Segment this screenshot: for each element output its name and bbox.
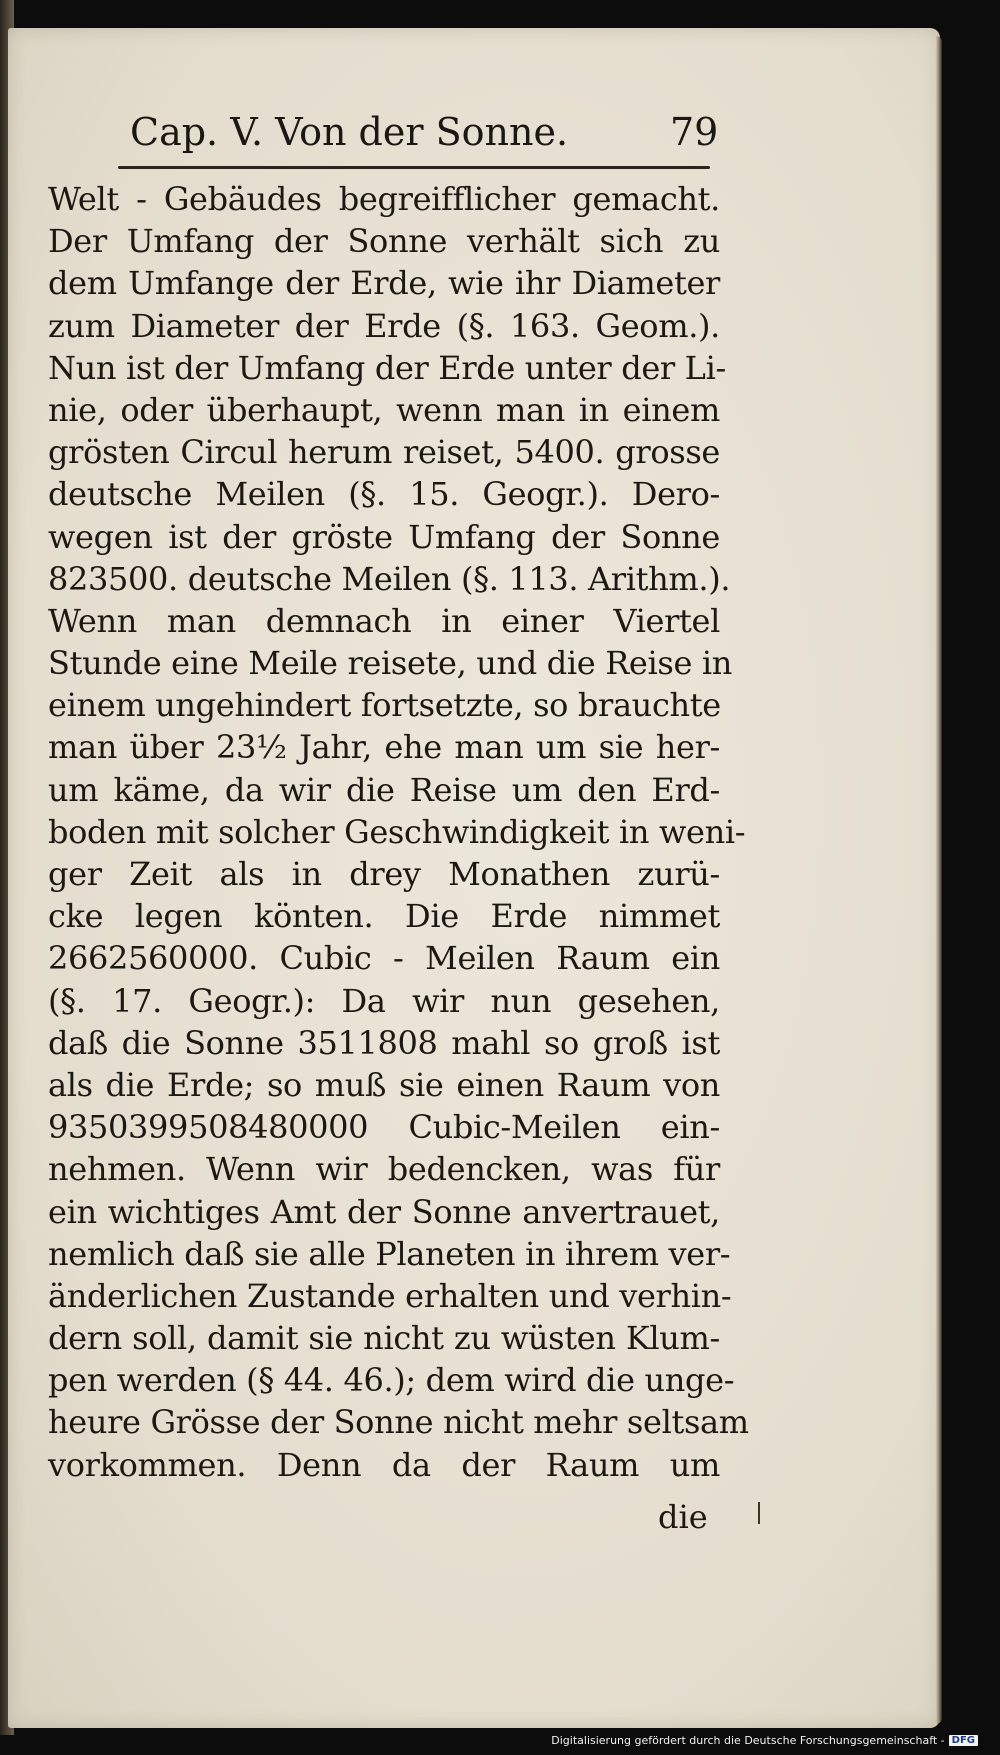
text-line: nehmen. Wenn wir bedencken, was für [48, 1150, 720, 1189]
text-line: änderlichen Zustande erhalten und verhin- [48, 1276, 732, 1315]
header-rule [118, 166, 710, 169]
text-line: dem Umfange der Erde, wie ihr Diameter [48, 264, 720, 303]
text-line: Welt - Gebäudes begreifflicher gemacht. [48, 180, 720, 218]
text-line: ein wichtiges Amt der Sonne anvertrauet, [48, 1192, 720, 1231]
text-line: deutsche Meilen (§. 15. Geogr.). Dero- [48, 475, 720, 514]
text-line: um käme, da wir die Reise um den Erd- [48, 770, 720, 809]
text-line: (§. 17. Geogr.): Da wir nun gesehen, [48, 981, 720, 1020]
text-line: Nun ist der Umfang der Erde unter der Li- [48, 348, 726, 387]
text-line: boden mit solcher Geschwindigkeit in weni- [48, 812, 746, 851]
text-line: heure Grösse der Sonne nicht mehr seltsam [48, 1403, 749, 1442]
text-line: Wenn man demnach in einer Viertel [48, 601, 720, 640]
text-line: man über 23½ Jahr, ehe man um sie her- [48, 728, 720, 767]
text-line: als die Erde; so muß sie einen Raum von [48, 1065, 720, 1104]
text-line: grösten Circul herum reiset, 5400. grosse [48, 433, 720, 472]
text-line: dern soll, damit sie nicht zu wüsten Klum- [48, 1319, 720, 1358]
digitization-credit [551, 1734, 978, 1747]
text-line: wegen ist der gröste Umfang der Sonne [48, 517, 720, 556]
text-line: 2662560000. Cubic - Meilen Raum ein [48, 939, 720, 978]
text-line: vorkommen. Denn da der Raum um [48, 1445, 720, 1484]
dfg-logo: DFG [949, 1735, 978, 1746]
text-line: Stunde eine Meile reisete, und die Reise in [48, 644, 733, 683]
text-line: pen werden (§ 44. 46.); dem wird die unge- [48, 1361, 735, 1400]
text-line: einem ungehindert fortsetzte, so brauchte [48, 686, 721, 725]
text-line: nemlich daß sie alle Planeten in ihrem ver- [48, 1234, 731, 1273]
text-line: Der Umfang der Sonne verhält sich zu [48, 222, 720, 261]
text-line: nie, oder überhaupt, wenn man in einem [48, 390, 720, 429]
text-line: daß die Sonne 3511808 mahl so groß ist [48, 1023, 720, 1062]
text-line: cke legen könten. Die Erde nimmet [48, 897, 720, 936]
running-head [130, 110, 730, 160]
page-edge [936, 36, 942, 1724]
page-number: 79 [670, 110, 719, 154]
credit-text: Digitalisierung gefördert durch die Deutsche Forschungsgemeinschaft - [551, 1734, 945, 1747]
catchword: die [658, 1498, 708, 1536]
margin-mark [758, 1502, 760, 1524]
text-line: ger Zeit als in drey Monathen zurü- [48, 855, 720, 893]
body-text [48, 178, 749, 1486]
text-line: 9350399508480000 Cubic-Meilen ein- [48, 1108, 720, 1147]
text-line: zum Diameter der Erde (§. 163. Geom.). [48, 306, 720, 345]
text-line: 823500. deutsche Meilen (§. 113. Arithm.). [48, 559, 731, 598]
chapter-title: Cap. V. Von der Sonne. [130, 110, 569, 154]
